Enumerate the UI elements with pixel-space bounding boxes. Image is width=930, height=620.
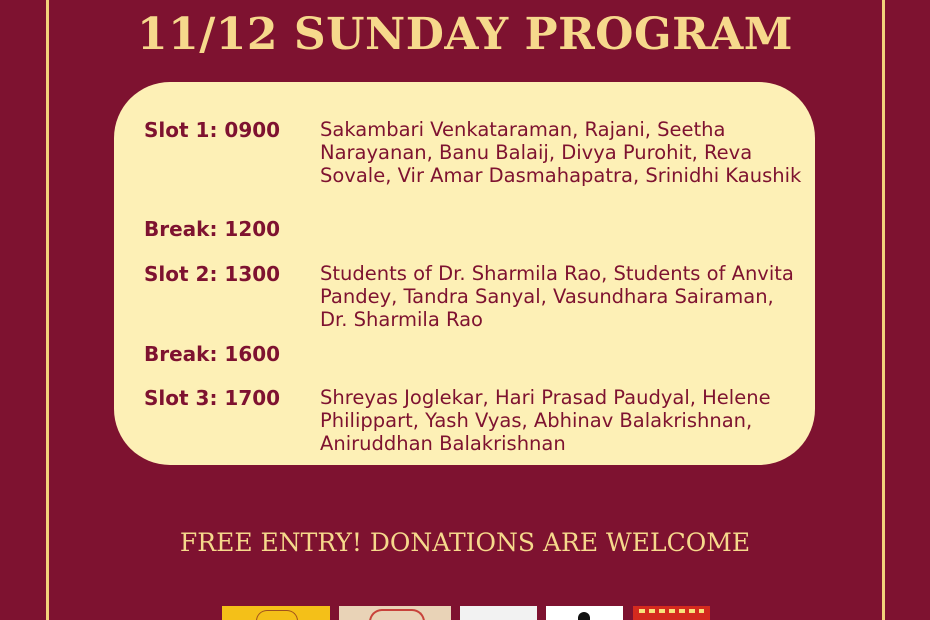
sponsor-logo — [460, 606, 537, 620]
slot-label: Slot 1: 0900 — [144, 118, 281, 142]
slot-label: Slot 2: 1300 — [144, 262, 281, 286]
free-entry-notice: FREE ENTRY! DONATIONS ARE WELCOME — [179, 528, 751, 557]
schedule-row-slot-3 — [144, 386, 804, 455]
sponsor-logo-strip — [0, 606, 930, 620]
performer-names: Students of Dr. Sharmila Rao, Students of Anvita Pandey, Tandra Sanyal, Vasundhara Sairaman, Dr. Sharmila Rao — [320, 262, 794, 331]
performer-names: Sakambari Venkataraman, Rajani, Seetha Narayanan, Banu Balaij, Divya Purohit, Reva Sovale, Vir Amar Dasmahapatra, Srinidhi Kaushik — [320, 118, 802, 187]
slot-label: Slot 3: 1700 — [144, 386, 281, 410]
performer-names: Shreyas Joglekar, Hari Prasad Paudyal, Helene Philippart, Yash Vyas, Abhinav Balakrishnan, Aniruddhan Balakrishnan — [320, 386, 771, 455]
schedule-row-slot-2 — [144, 262, 804, 331]
break-label: Break: 1600 — [144, 342, 281, 366]
schedule-row-slot-1 — [144, 118, 804, 187]
sponsor-logo — [633, 606, 710, 620]
schedule-row-break-1 — [144, 217, 804, 241]
sponsor-logo — [546, 606, 623, 620]
break-label: Break: 1200 — [144, 217, 281, 241]
sponsor-logo — [339, 606, 451, 620]
program-title: 11/12 SUNDAY PROGRAM — [136, 9, 793, 60]
schedule-row-break-2 — [144, 342, 804, 366]
sponsor-logo — [222, 606, 330, 620]
